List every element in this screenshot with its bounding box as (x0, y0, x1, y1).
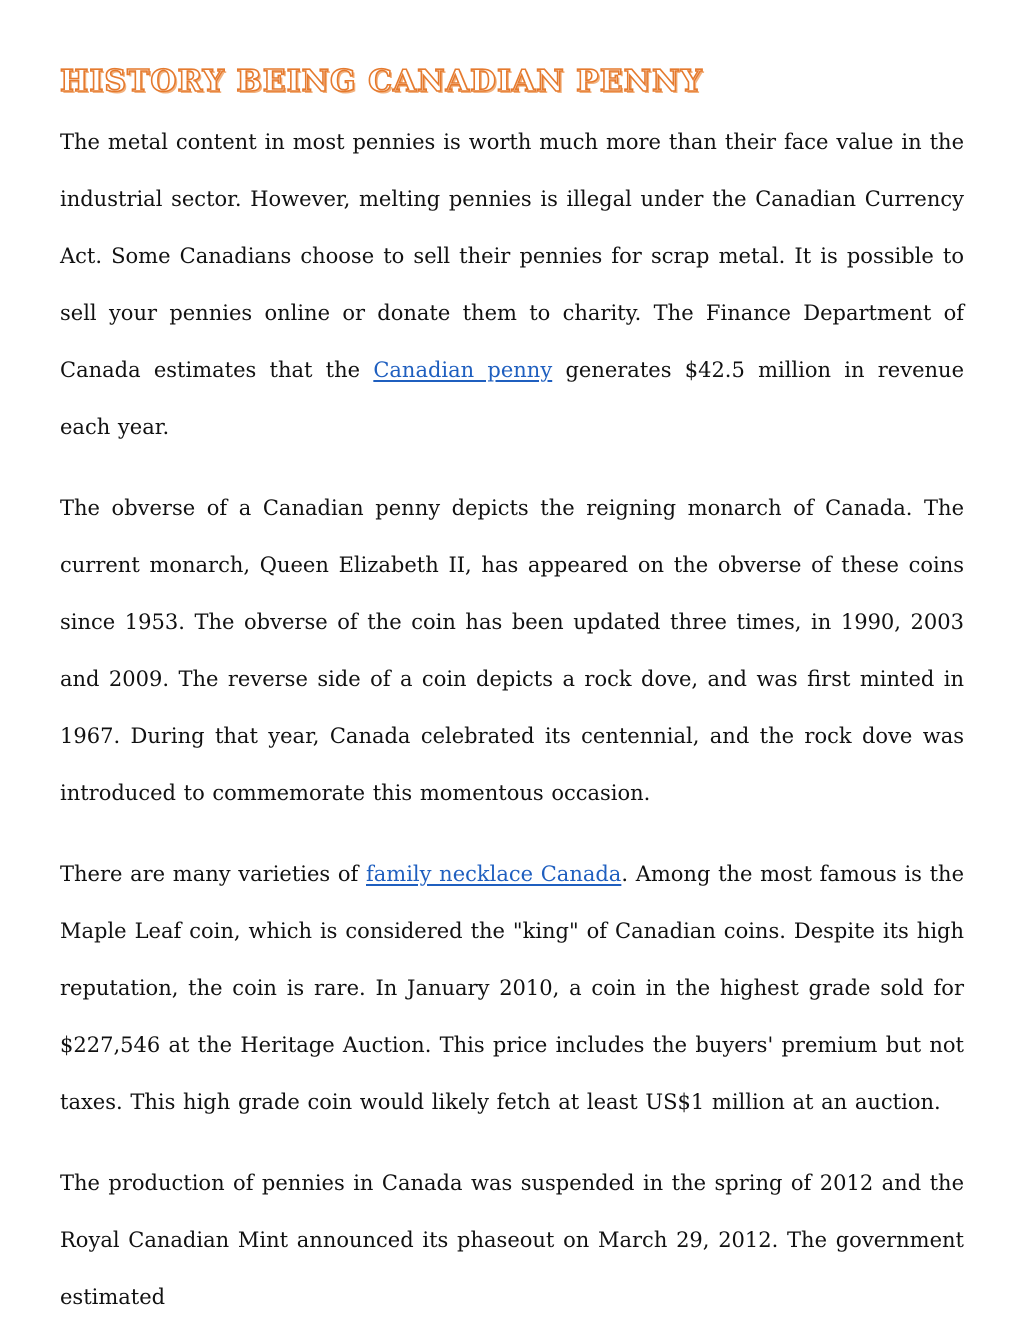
canadian-penny-link[interactable]: Canadian penny (373, 358, 553, 382)
paragraph-1-text-after: generates $42.5 million in revenue each year. (60, 358, 964, 439)
paragraph-1 (60, 114, 964, 456)
paragraph-3 (60, 846, 964, 1131)
paragraph-2: The obverse of a Canadian penny depicts the reigning monarch of Canada. The current monarch, Queen Elizabeth II, has appeared on the obverse of these coins since 1953. The obverse of the coin has been updated three times, in 1990, 2003 and 2009. The reverse side of a coin depicts a rock dove, and was first minted in 1967. During that year, Canada celebrated its centennial, and the rock dove was introduced to commemorate this momentous occasion. (60, 496, 964, 805)
paragraph-4: The production of pennies in Canada was suspended in the spring of 2012 and the Royal Canadian Mint announced its phaseout on March 29, 2012. The government estimated (60, 1171, 964, 1309)
paragraph-3-text-before: There are many varieties of (60, 862, 366, 886)
paragraph-3-text-after: . Among the most famous is the Maple Leaf coin, which is considered the "king" of Canadian coins. Despite its high reputation, the coin is rare. In January 2010, a coin in the highest grade sold for $227,546 at the Heritage Auction. This price includes the buyers' premium but not taxes. This high grade coin would likely fetch at least US$1 million at an auction. (60, 862, 965, 1114)
paragraph-1-text-before: The metal content in most pennies is worth much more than their face value in the industrial sector. However, melting pennies is illegal under the Canadian Currency Act. Some Canadians choose to sell their pennies for scrap metal. It is possible to sell your pennies online or donate them to charity. The Finance Department of Canada estimates that the (60, 130, 964, 382)
page-title: HISTORY BEING CANADIAN PENNY (60, 64, 703, 99)
family-necklace-link[interactable]: family necklace Canada (366, 862, 622, 886)
